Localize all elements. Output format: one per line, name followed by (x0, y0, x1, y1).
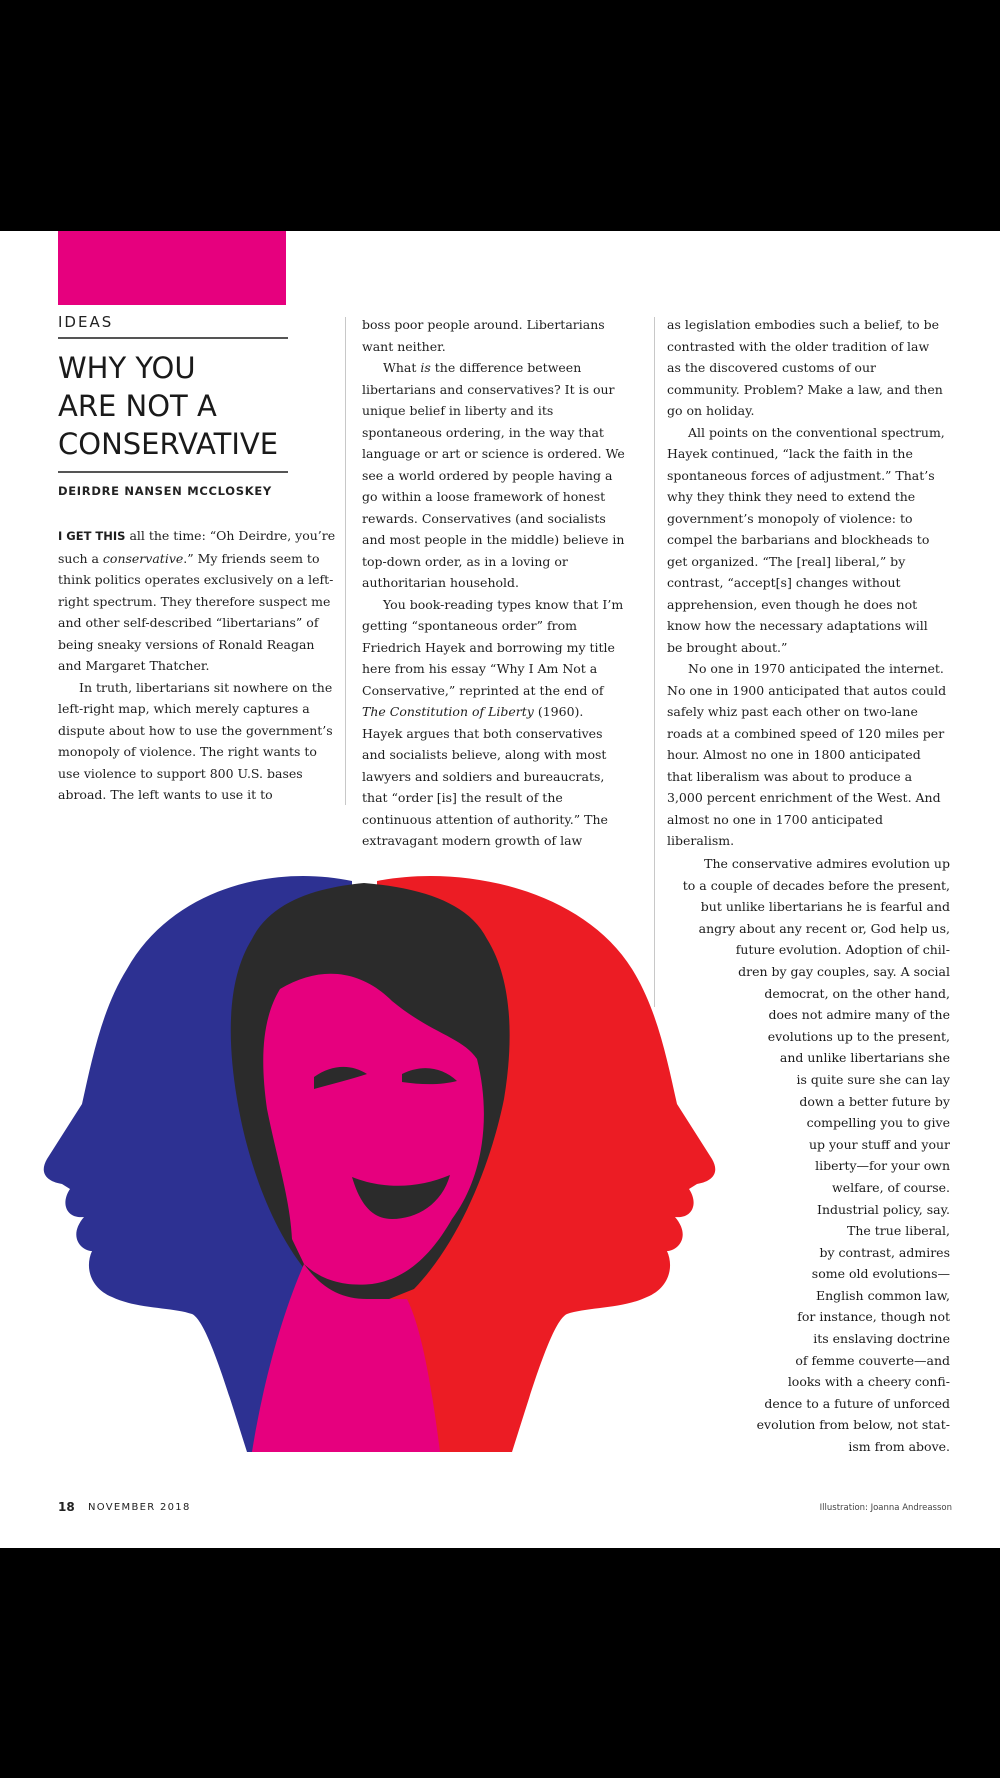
article-column-2 (362, 314, 626, 852)
paragraph (362, 357, 626, 594)
divider (58, 337, 288, 339)
emphasis: conservative (102, 550, 184, 566)
text-line: angry about any recent or, God help us, (698, 920, 950, 936)
text-run: You book-reading types know that I’m getting “spontaneous order” from Friedrich Hayek and borrowing my title here from his essay “Why I Am Not a Conservative,” reprinted at the end of (362, 596, 624, 698)
text-run: (1960). Hayek argues that both conservatives and socialists believe, along with most lawyers and soldiers and bureaucrats, that “order [is] the result of the continuous attention of authority.” The extravagant modern growth of law (362, 704, 608, 848)
magazine-page (0, 231, 1000, 1548)
paragraph: All points on the conventional spectrum, Hayek continued, “lack the faith in the spontaneous forces of adjustment.” That’s why they think they need to extend the government’s monopoly of violence: to compel the barbarians and blockheads to get organized. “The [real] liberal,” by contrast, “accept[s] changes without apprehension, even though he does not know how the necessary adaptations will be brought about.” (667, 424, 945, 655)
text-line: does not admire many of the (768, 1007, 950, 1023)
section-label: IDEAS (58, 313, 114, 331)
headline-line: ARE NOT A (58, 389, 217, 423)
text-run: .” My friends seem to think politics operates exclusively on a left-right spectrum. They therefore suspect me and other self-described “libertarians” of being sneaky versions of Ronald Reagan and Margaret Thatcher. (58, 550, 334, 673)
text-line: is quite sure she can lay (796, 1071, 950, 1087)
article-column-1 (58, 525, 337, 806)
text-line: of femme couverte—and (795, 1352, 950, 1368)
text-line: dence to a future of unforced (764, 1395, 950, 1411)
text-line: evolution from below, not stat- (756, 1417, 950, 1433)
text-line: Industrial policy, say. (817, 1201, 950, 1217)
paragraph (362, 594, 626, 852)
text-line: evolutions up to the present, (767, 1028, 950, 1044)
text-line: down a better future by (799, 1093, 950, 1109)
text-line: dren by gay couples, say. A social (738, 963, 950, 979)
issue-date: NOVEMBER 2018 (88, 1502, 191, 1513)
headline-line: WHY YOU (58, 351, 196, 385)
page-number: 18 (58, 1500, 75, 1514)
text-line: welfare, of course. (832, 1179, 950, 1195)
text-line: ism from above. (848, 1439, 950, 1455)
text-line: future evolution. Adoption of chil- (735, 942, 950, 958)
text-line: to a couple of decades before the present, (682, 877, 950, 893)
text-line: compelling you to give (806, 1115, 950, 1131)
text-run: What (383, 360, 421, 375)
lead-in: I GET THIS (58, 529, 126, 543)
text-line: English common law, (815, 1287, 950, 1303)
byline: DEIRDRE NANSEN MCCLOSKEY (58, 484, 272, 498)
text-line: by contrast, admires (819, 1244, 950, 1260)
text-line: up your stuff and your (808, 1136, 950, 1152)
text-line: looks with a cheery confi- (787, 1374, 950, 1390)
text-line: some old evolutions— (811, 1266, 950, 1282)
wrapped-text-block (430, 853, 950, 1458)
paragraph (58, 525, 337, 677)
accent-bar (58, 231, 286, 305)
text-line: and unlike libertarians she (779, 1050, 950, 1066)
text-line: The conservative admires evolution up (704, 856, 950, 871)
headline (58, 349, 298, 463)
text-line: for instance, though not (797, 1309, 950, 1325)
illustration-credit: Illustration: Joanna Andreasson (819, 1503, 952, 1513)
text-line: liberty—for your own (815, 1158, 950, 1174)
article-column-3 (667, 314, 947, 852)
column-divider (345, 317, 346, 805)
text-run: all the time: “Oh Deirdre, you’re such a (58, 528, 336, 566)
paragraph: No one in 1970 anticipated the internet. No one in 1900 anticipated that autos could safely whiz past each other on two-lane roads at a combined speed of 120 miles per hour. Almost no one in 1800 anticipated that liberalism was about to produce a 3,000 percent enrichment of the West. And almost no one in 1700 anticipated liberalism. (667, 661, 947, 848)
paragraph: In truth, libertarians sit nowhere on the left-right map, which merely captures a dispute about how to use the government’s monopoly of violence. The right wants to use violence to support 800 U.S. bases abroad. The left wants to use it to (58, 679, 333, 802)
text-line: but unlike libertarians he is fearful and (700, 899, 950, 915)
paragraph: boss poor people around. Libertarians want neither. (362, 317, 605, 354)
text-line: its enslaving doctrine (813, 1331, 950, 1347)
headline-line: CONSERVATIVE (58, 427, 279, 461)
paragraph: as legislation embodies such a belief, to be contrasted with the older tradition of law as the discovered customs of our community. Problem? Make a law, and then go on holiday. (667, 317, 943, 418)
text-line: The true liberal, (847, 1223, 950, 1239)
emphasis: The Constitution of Liberty (362, 704, 534, 719)
text-run: the difference between libertarians and conservatives? It is our unique belief in liberty and its spontaneous ordering, in the way that language or art or science is ordered. We see a world ordered by people having a go within a loose framework of honest rewards. Conservatives (and socialists and most people in the middle) believe in top-down order, as in a loving or authoritarian household. (362, 360, 625, 590)
emphasis: is (420, 360, 431, 375)
divider (58, 471, 288, 473)
text-line: democrat, on the other hand, (764, 985, 950, 1001)
